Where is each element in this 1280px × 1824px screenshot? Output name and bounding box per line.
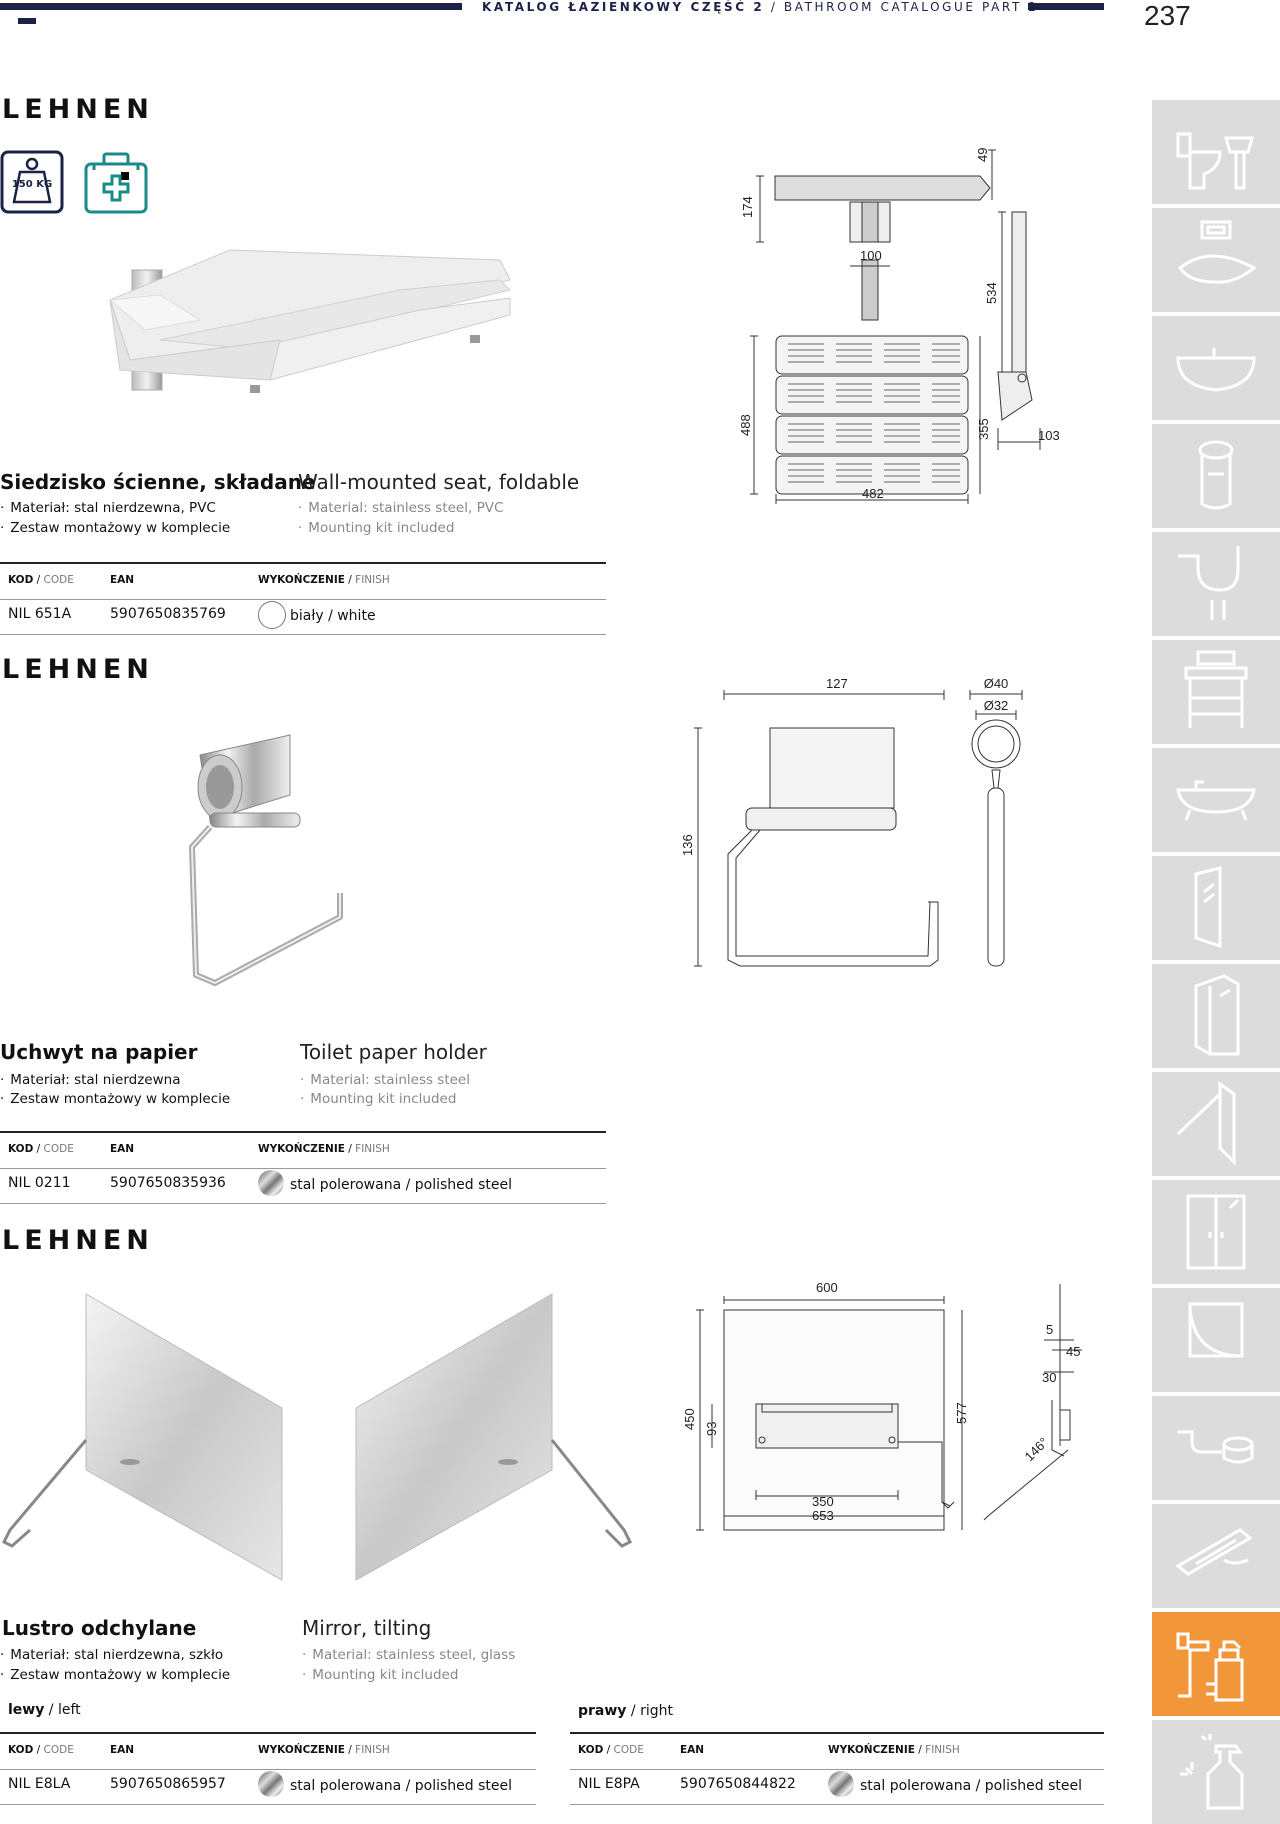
finish-swatch-steel [258, 1771, 284, 1797]
product-name-en: Wall-mounted seat, foldable [298, 470, 580, 494]
product-name-pl: Lustro odchylane [2, 1616, 197, 1640]
sidebar-item-vanity[interactable] [1152, 640, 1280, 744]
bidet-icon [1176, 220, 1256, 300]
dim-mirror-5: 5 [1046, 1322, 1054, 1337]
th-finish: WYKOŃCZENIE / FINISH [828, 1744, 960, 1756]
brand-logo: LEHNEN [2, 654, 154, 685]
dim-mirror-45: 45 [1066, 1344, 1081, 1359]
finish-swatch-steel [258, 1170, 284, 1196]
cell-code: NIL 0211 [8, 1175, 71, 1191]
catalog-title-pl: KATALOG ŁAZIENKOWY CZĘŚĆ 2 [482, 0, 765, 14]
shower-tray-icon [1176, 1300, 1256, 1380]
sidebar-item-siphon[interactable] [1152, 532, 1280, 636]
th-ean: EAN [110, 1143, 135, 1155]
product-table-right [570, 1732, 1104, 1806]
catalog-separator: / [770, 0, 778, 14]
cell-finish: stal polerowana / polished steel [290, 1778, 513, 1794]
feature-pl-2: · Zestaw montażowy w komplecie [0, 520, 231, 536]
toilet-icon [1176, 112, 1256, 192]
product-name-pl: Siedzisko ścienne, składane [0, 470, 316, 494]
th-code: KOD / CODE [8, 1143, 74, 1155]
th-code: KOD / CODE [8, 1744, 74, 1756]
seat-product-image [100, 240, 520, 410]
dim-mirror-93: 93 [704, 1421, 719, 1436]
dim-holder-d40: Ø40 [983, 676, 1009, 691]
feature-pl-1: · Materiał: stal nierdzewna, szkło [0, 1647, 224, 1663]
accessories-icon [1176, 1624, 1256, 1704]
sidebar-item-bathtub[interactable] [1152, 748, 1280, 852]
header-mark [18, 18, 36, 24]
sidebar-item-washbasin[interactable] [1152, 316, 1280, 420]
sidebar-item-accessories[interactable] [1152, 1612, 1280, 1716]
feature-en-1: · Material: stainless steel, glass [302, 1647, 516, 1663]
cell-ean: 5907650865957 [110, 1776, 226, 1792]
product-name-pl: Uchwyt na papier [0, 1040, 198, 1064]
dim-seat-482: 482 [862, 486, 884, 501]
drain-icon [1176, 1408, 1256, 1488]
page-number: 237 [1144, 0, 1191, 31]
badge-weight-text: 150 KG [11, 179, 53, 190]
th-finish: WYKOŃCZENIE / FINISH [258, 1143, 390, 1155]
feature-pl-1: · Materiał: stal nierdzewna [0, 1072, 181, 1088]
sidebar-item-cleaning[interactable] [1152, 1720, 1280, 1824]
dim-seat-355: 355 [976, 418, 991, 440]
seat-technical-drawing [740, 140, 1070, 510]
th-finish: WYKOŃCZENIE / FINISH [258, 574, 390, 586]
sidebar-item-drain[interactable] [1152, 1396, 1280, 1500]
siphon-icon [1176, 544, 1256, 624]
dim-mirror-146deg: 146° [1021, 1434, 1052, 1465]
feature-en-1: · Material: stainless steel [300, 1072, 470, 1088]
dim-mirror-30: 30 [1042, 1370, 1057, 1385]
sidebar-item-linear-drain[interactable] [1152, 1504, 1280, 1608]
dim-mirror-600: 600 [816, 1280, 838, 1295]
mirror-left-image [4, 1294, 282, 1580]
variant-right-label: prawy / right [578, 1703, 673, 1719]
dim-seat-174: 174 [740, 196, 755, 218]
product-table-left [0, 1732, 536, 1806]
product-name-en: Mirror, tilting [302, 1616, 432, 1640]
mirror-product-image [0, 1290, 640, 1590]
shower-door-icon [1176, 868, 1256, 948]
catalog-title-en: BATHROOM CATALOGUE PART 2 [783, 0, 1039, 14]
header-bar-left [0, 3, 462, 10]
finish-swatch-white [258, 601, 286, 629]
brand-logo: LEHNEN [2, 94, 154, 125]
cleaning-icon [1176, 1732, 1256, 1812]
sidebar-item-shower-enclosure[interactable] [1152, 1180, 1280, 1284]
cell-code: NIL 651A [8, 606, 72, 622]
header-bar-right [1028, 3, 1104, 10]
th-ean: EAN [680, 1744, 705, 1756]
weight-150kg-icon [2, 152, 62, 212]
dim-mirror-577: 577 [954, 1402, 969, 1424]
th-ean: EAN [110, 1744, 135, 1756]
th-finish: WYKOŃCZENIE / FINISH [258, 1744, 390, 1756]
feature-en-2: · Mounting kit included [302, 1667, 459, 1683]
sidebar-item-shower-cabin[interactable] [1152, 964, 1280, 1068]
feature-pl-1: · Materiał: stal nierdzewna, PVC [0, 500, 216, 516]
feature-pl-2: · Zestaw montażowy w komplecie [0, 1667, 231, 1683]
dim-holder-136: 136 [680, 834, 695, 856]
product-table [0, 1131, 606, 1205]
feature-en-1: · Material: stainless steel, PVC [298, 500, 504, 516]
linear-drain-icon [1176, 1516, 1256, 1596]
dim-mirror-653: 653 [812, 1508, 834, 1523]
feature-en-2: · Mounting kit included [298, 520, 455, 536]
cell-ean: 5907650835769 [110, 606, 226, 622]
feature-pl-2: · Zestaw montażowy w komplecie [0, 1091, 231, 1107]
cistern-icon [1176, 436, 1256, 516]
product-badges [0, 150, 152, 216]
feature-en-2: · Mounting kit included [300, 1091, 457, 1107]
th-code: KOD / CODE [578, 1744, 644, 1756]
paper-holder-product-image [180, 725, 380, 995]
header-catalog-title [482, 0, 1039, 14]
mirror-right-image [356, 1294, 630, 1580]
dim-seat-100: 100 [860, 248, 882, 263]
finish-swatch-steel [828, 1771, 854, 1797]
dim-mirror-350: 350 [812, 1494, 834, 1509]
cell-code: NIL E8PA [578, 1776, 640, 1792]
brand-logo: LEHNEN [2, 1225, 154, 1256]
dim-seat-49: 49 [975, 147, 990, 162]
sidebar-item-bidet[interactable] [1152, 208, 1280, 312]
sidebar-item-shower-tray[interactable] [1152, 1288, 1280, 1392]
cell-finish: biały / white [290, 608, 376, 624]
bathtub-icon [1176, 760, 1256, 840]
dim-seat-103: 103 [1038, 428, 1060, 443]
dim-mirror-450: 450 [682, 1408, 697, 1430]
mirror-technical-drawing [680, 1270, 1100, 1540]
th-code: KOD / CODE [8, 574, 74, 586]
product-name-en: Toilet paper holder [300, 1040, 487, 1064]
first-aid-icon [86, 154, 146, 212]
shower-cabin-icon [1176, 976, 1256, 1056]
paper-holder-technical-drawing [680, 670, 1080, 980]
shower-screen-icon [1176, 1084, 1256, 1164]
sidebar-item-cistern[interactable] [1152, 424, 1280, 528]
dim-seat-488: 488 [738, 414, 753, 436]
sidebar-item-shower-door[interactable] [1152, 856, 1280, 960]
dim-holder-d32: Ø32 [983, 698, 1009, 713]
cell-ean: 5907650844822 [680, 1776, 796, 1792]
cell-code: NIL E8LA [8, 1776, 71, 1792]
cell-ean: 5907650835936 [110, 1175, 226, 1191]
cell-finish: stal polerowana / polished steel [290, 1177, 513, 1193]
shower-enclosure-icon [1176, 1192, 1256, 1272]
cell-finish: stal polerowana / polished steel [860, 1778, 1083, 1794]
dim-seat-534: 534 [984, 282, 999, 304]
washbasin-icon [1176, 328, 1256, 408]
variant-left-label: lewy / left [8, 1702, 81, 1718]
vanity-icon [1176, 652, 1256, 732]
sidebar-item-shower-screen[interactable] [1152, 1072, 1280, 1176]
sidebar-item-toilet[interactable] [1152, 100, 1280, 204]
th-ean: EAN [110, 574, 135, 586]
dim-holder-127: 127 [826, 676, 848, 691]
product-table [0, 562, 606, 636]
